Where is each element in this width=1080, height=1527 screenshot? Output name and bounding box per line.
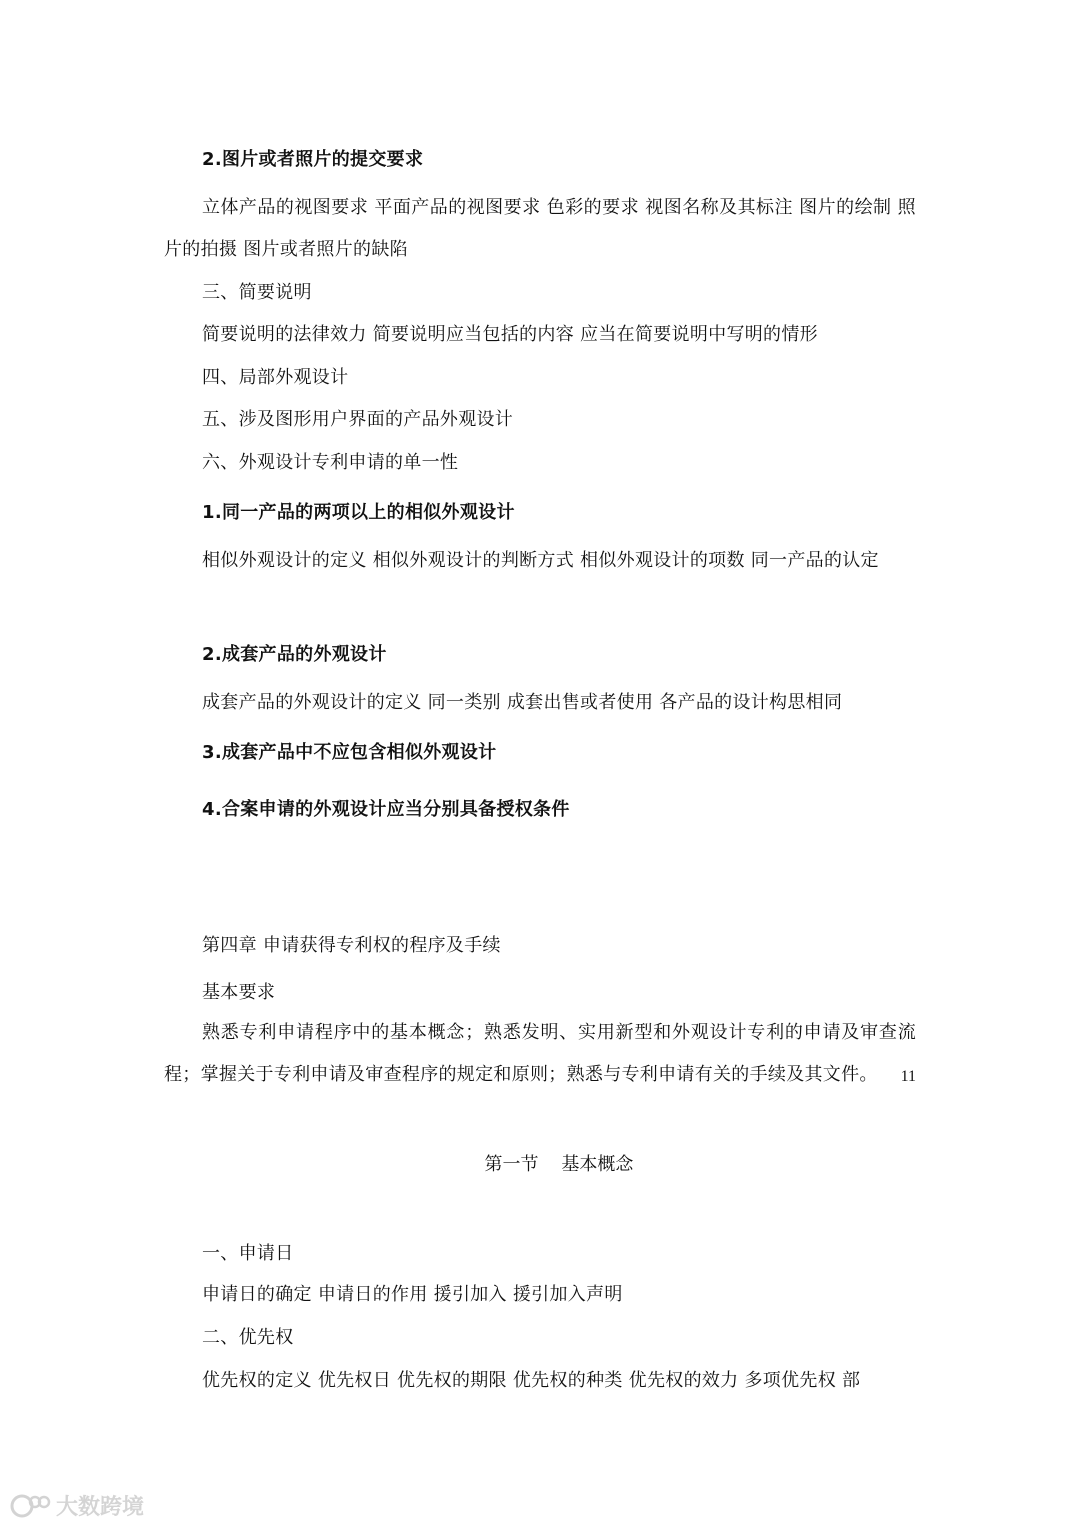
subheading-similar-designs: 1.同一产品的两项以上的相似外观设计 <box>202 502 515 523</box>
paragraph-view-requirements: 立体产品的视图要求 平面产品的视图要求 色彩的要求 视图名称及其标注 图片的绘制 照片的拍摄 图片或者照片的缺陷 <box>164 197 916 260</box>
heading-filing-date: 一、申请日 <box>202 1243 294 1264</box>
watermark-text: 大数跨境 <box>56 1495 145 1520</box>
subheading-set-products: 2.成套产品的外观设计 <box>202 644 387 665</box>
heading-priority: 二、优先权 <box>202 1327 294 1348</box>
page-number: 11 <box>900 1068 916 1085</box>
heading-unity: 六、外观设计专利申请的单一性 <box>202 452 459 473</box>
text-set-products-items: 成套产品的外观设计的定义 同一类别 成套出售或者使用 各产品的设计构思相同 <box>202 692 843 713</box>
paragraph-similar-designs: 相似外观设计的定义 相似外观设计的判断方式 相似外观设计的项数 同一产品的认定 <box>202 550 879 571</box>
section-title: 第一节 基本概念 <box>484 1154 634 1175</box>
heading-gui-design: 五、涉及图形用户界面的产品外观设计 <box>202 409 514 430</box>
subheading-combined-application: 4.合案申请的外观设计应当分别具备授权条件 <box>202 799 570 820</box>
text-brief-description-items: 简要说明的法律效力 简要说明应当包括的内容 应当在简要说明中写明的情形 <box>202 324 818 345</box>
text-priority-items: 优先权的定义 优先权日 优先权的期限 优先权的种类 优先权的效力 多项优先权 部 <box>202 1370 861 1391</box>
paragraph-basic-requirements: 熟悉专利申请程序中的基本概念；熟悉发明、实用新型和外观设计专利的申请及审查流程；掌握关于专利申请及审查程序的规定和原则；熟悉与专利申请有关的手续及其文件。 <box>164 1022 916 1085</box>
watermark <box>10 1490 144 1521</box>
heading-basic-requirements: 基本要求 <box>202 982 276 1003</box>
text-filing-date-items: 申请日的确定 申请日的作用 援引加入 援引加入声明 <box>202 1284 623 1305</box>
heading-partial-design: 四、局部外观设计 <box>202 367 349 388</box>
chapter-title: 第四章 申请获得专利权的程序及手续 <box>202 935 501 956</box>
subheading-picture-requirements: 2.图片或者照片的提交要求 <box>202 149 424 170</box>
logo-icon <box>10 1491 52 1521</box>
subheading-set-no-similar: 3.成套产品中不应包含相似外观设计 <box>202 742 497 763</box>
heading-brief-description: 三、简要说明 <box>202 282 312 303</box>
